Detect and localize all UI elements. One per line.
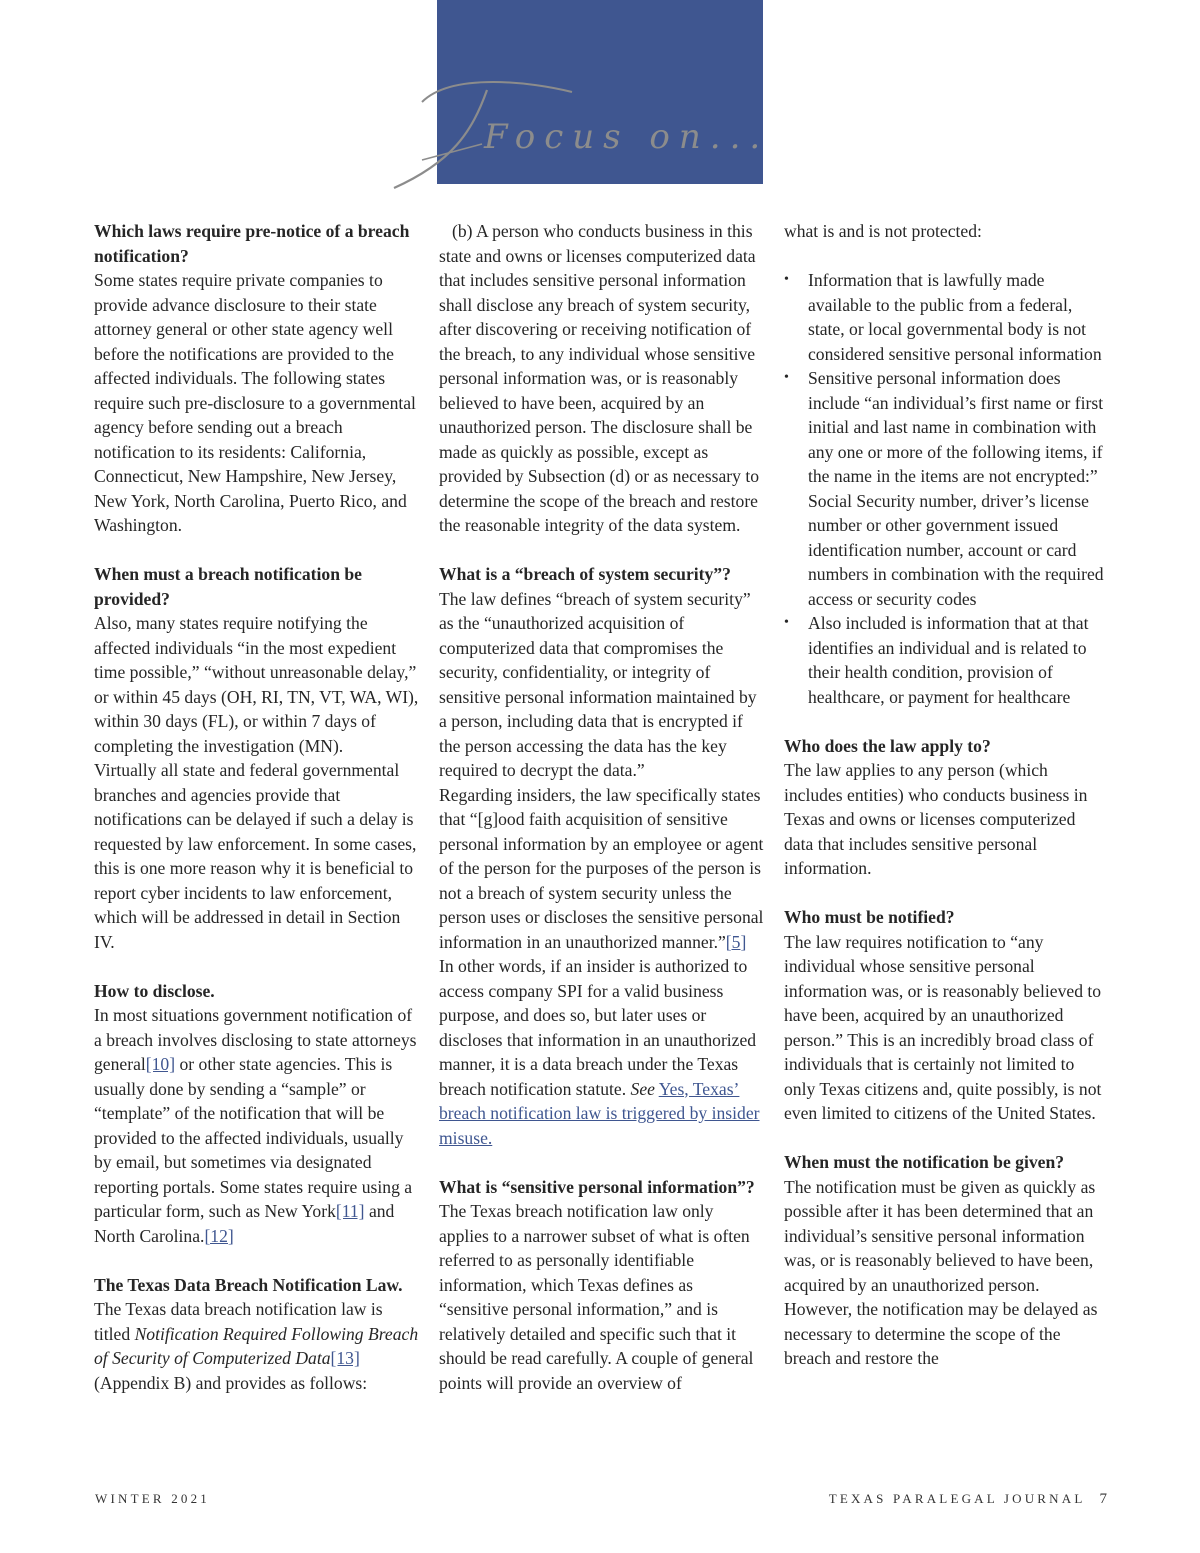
body-who-notified: The law requires notification to “any individual whose sensitive personal information was, or is reasonably believed to have been, acquired by an unauthorized person.” This is an incredibly broad class of individuals that is certainly not limited to only Texas citizens and, quite possibly, is not even limited to citizens of the United States. — [784, 931, 1102, 1123]
footnote-link-13[interactable]: [13] — [330, 1348, 360, 1368]
body-who-applies: The law applies to any person (which includes entities) who conducts business in Texas and owns or licenses computerized data that includes sensitive personal information. — [784, 760, 1088, 878]
column-3 — [784, 219, 1106, 1371]
focus-title-text: Focus on... — [484, 117, 770, 157]
protected-intro: what is and is not protected: — [784, 221, 982, 241]
focus-on-title — [392, 62, 812, 202]
footnote-link-11[interactable]: [11] — [335, 1201, 365, 1221]
body-breach-definition-2: Regarding insiders, the law specifically states that “[g]ood faith acquisition of sensitive personal information by an employee or agent of the person for the purposes of the person is not a breach of system security unless the person uses or discloses the sensitive personal information in an unauthorized manner.”[5] In other words, if an insider is authorized to access company SPI for a valid business purpose, and does so, but later uses or discloses that information in an unauthorized manner, it is a data breach under the Texas breach notification statute. See Yes, Texas’ breach notification law is triggered by insider misuse. — [439, 784, 764, 1148]
footnote-link-10[interactable]: [10] — [145, 1054, 176, 1074]
statute-quote: (b) A person who conducts business in this state and owns or licenses computerized data that includes sensitive personal information shall disclose any breach of system security, after discovering or receiving notification of the breach, to any individual whose sensitive personal information was, or is reasonably believed to have been, acquired by an unauthorized person. The disclosure shall be made as quickly as possible, except as provided by Subsection (d) or as necessary to determine the scope of the breach and restore the reasonable integrity of the data system. — [439, 221, 760, 535]
body-when-provided-2: Virtually all state and federal governmental branches and agencies provide that notifications can be delayed if such a delay is requested by law enforcement. In some cases, this is one more reason why it is beneficial to report cyber incidents to law enforcement, which will be addressed in detail in Section IV. — [94, 760, 417, 952]
heading-texas-law: The Texas Data Breach Notification Law. — [94, 1274, 403, 1295]
body-how-to-disclose: In most situations government notification of a breach involves disclosing to state attorneys general[10] or other state agencies. This is usually done by sending a “sample” or “template” of the notification that will be provided to the affected individuals, usually by email, but sometimes via designated reporting portals. Some states require using a particular form, such as New York[11] and North Carolina.[12] — [94, 1005, 417, 1246]
heading-breach-definition: What is a “breach of system security”? — [439, 564, 731, 584]
heading-how-to-disclose: How to disclose. — [94, 980, 215, 1001]
heading-who-notified: Who must be notified? — [784, 907, 955, 927]
column-2 — [439, 219, 765, 1395]
list-item: • Information that is lawfully made available to the public from a federal, state, or local governmental body is not considered sensitive personal information — [784, 270, 1102, 364]
bullet-icon: • — [784, 370, 789, 385]
footer-issue: WINTER 2021 — [95, 1491, 210, 1506]
journal-name: TEXAS PARALEGAL JOURNAL — [828, 1491, 1086, 1506]
footer-journal — [829, 1491, 1107, 1508]
list-item: • Sensitive personal information does include “an individual’s first name or first initial and last name in combination with any one or more of the following items, if the name in the items are not encrypted:” Social Security number, driver’s license number or other government issued identification number, account or card numbers in combination with the required access or security codes — [784, 368, 1104, 609]
body-when-given: The notification must be given as quickly as possible after it has been determined that an individual’s sensitive personal information was, or is reasonably believed to have been, acquired by an unauthorized person. However, the notification may be delayed as necessary to determine the scope of the breach and restore the — [784, 1176, 1098, 1368]
body-when-provided-1: Also, many states require notifying the affected individuals “in the most expedient time possible,” “without unreasonable delay,” or within 45 days (OH, RI, TN, VT, WA, WI), within 30 days (FL), or within 7 days of completing the investigation (MN). — [94, 613, 419, 756]
body-texas-law: The Texas data breach notification law is titled Notification Required Following Breach of Security of Computerized Data[13] (Appendix B) and provides as follows: — [94, 1299, 419, 1393]
body-pre-notice: Some states require private companies to provide advance disclosure to their state attorney general or other state agency well before the notifications are provided to the affected individuals. The following states require such pre-disclosure to a governmental agency before sending out a breach notification to its residents: California, Connecticut, New Hampshire, New Jersey, New York, North Carolina, Puerto Rico, and Washington. — [94, 270, 416, 535]
insider-misuse-link[interactable]: Yes, Texas’ breach notification law is triggered by insider misuse. — [439, 1078, 760, 1148]
column-1 — [94, 219, 420, 1395]
heading-when-given: When must the notification be given? — [784, 1152, 1065, 1172]
heading-pre-notice: Which laws require pre-notice of a breach notification? — [94, 221, 410, 266]
bullet-icon: • — [784, 615, 789, 630]
footnote-link-5[interactable]: [5] — [725, 931, 747, 952]
page-number: 7 — [1099, 1491, 1107, 1507]
protected-list — [784, 268, 1106, 709]
heading-who-applies: Who does the law apply to? — [784, 735, 991, 756]
heading-spi: What is “sensitive personal information”? — [439, 1176, 755, 1197]
body-spi: The Texas breach notification law only applies to a narrower subset of what is often referred to as personally identifiable information, which Texas defines as “sensitive personal information,” and is relatively detailed and specific such that it should be read carefully. A couple of general points will provide an overview of — [439, 1201, 754, 1393]
bullet-icon: • — [784, 272, 789, 287]
footnote-link-12[interactable]: [12] — [204, 1225, 234, 1246]
heading-when-provided: When must a breach notification be provided? — [94, 564, 362, 609]
list-item: • Also included is information that at that identifies an individual and is related to their health condition, provision of healthcare, or payment for healthcare — [784, 613, 1089, 707]
body-breach-definition-1: The law defines “breach of system security” as the “unauthorized acquisition of computerized data that compromises the security, confidentiality, or integrity of sensitive personal information maintained by a person, including data that is encrypted if the person accessing the data has the key required to decrypt the data.” — [439, 588, 757, 780]
